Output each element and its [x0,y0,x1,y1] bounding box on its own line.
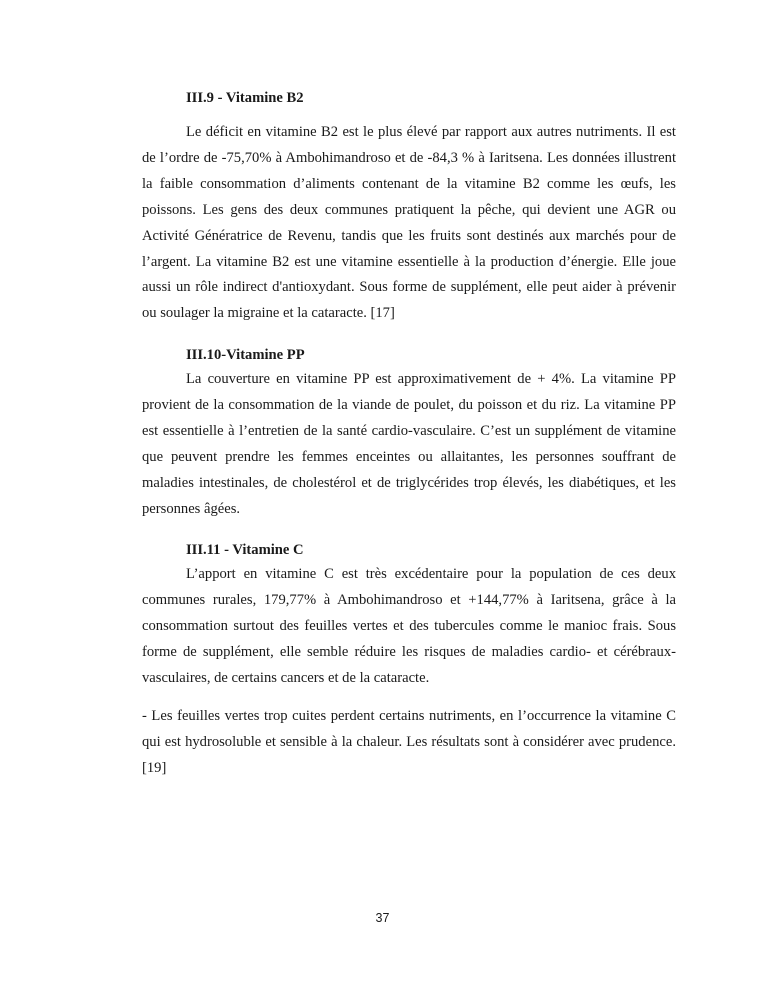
section-heading-vitamine-b2: III.9 - Vitamine B2 [186,90,304,106]
section-body-vitamine-c: L’apport en vitamine C est très excédentaire pour la population de ces deux communes rurales, 179,77% à Ambohimandroso et +144,77% à Iaritsena, grâce à la consommation surtout des feuilles vertes et des tubercules comme le manioc frais. Sous forme de supplément, elle semble réduire les risques de maladies cardio- et cérébraux-vasculaires, de certains cancers et de la cataracte. [142,566,676,686]
section-heading-vitamine-pp: III.10-Vitamine PP [186,347,305,363]
section-note-vitamine-c: - Les feuilles vertes trop cuites perdent certains nutriments, en l’occurrence la vitamine C qui est hydrosoluble et sensible à la chaleur. Les résultats sont à considérer avec prudence. [19] [142,708,676,776]
section-heading-vitamine-c: III.11 - Vitamine C [186,542,304,558]
section-body-vitamine-pp: La couverture en vitamine PP est approximativement de + 4%. La vitamine PP provient de la consommation de la viande de poulet, du poisson et du riz. La vitamine PP est essentielle à l’entretien de la santé cardio-vasculaire. C’est un supplément de vitamine que peuvent prendre les femmes enceintes ou allaitantes, les personnes souffrant de maladies intestinales, de cholestérol et de triglycérides trop élevés, les diabétiques, et les personnes âgées. [142,371,676,517]
page-number: 37 [375,911,390,925]
section-body-vitamine-b2: Le déficit en vitamine B2 est le plus élevé par rapport aux autres nutriments. Il est de l’ordre de -75,70% à Ambohimandroso et de -84,3 % à Iaritsena. Les données illustrent la faible consommation d’aliments contenant de la vitamine B2 comme les œufs, les poissons. Les gens des deux communes pratiquent la pêche, qui devient une AGR ou Activité Génératrice de Revenu, tandis que les fruits sont destinés aux marchés pour de l’argent. La vitamine B2 est une vitamine essentielle à la production d’énergie. Elle joue aussi un rôle indirect d'antioxydant. Sous forme de supplément, elle peut aider à prévenir ou soulager la migraine et la cataracte. [17] [142,124,676,322]
